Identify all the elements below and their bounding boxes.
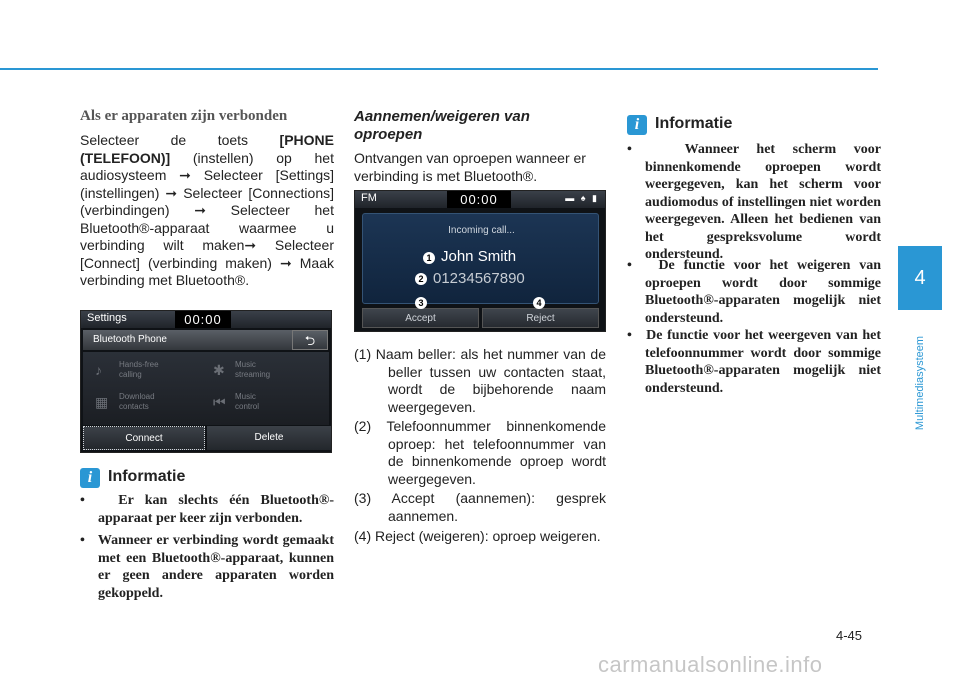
back-button[interactable]: ⮌ — [292, 330, 328, 350]
marker-1: 1 — [423, 252, 435, 264]
section-intro: Ontvangen van oproepen wanneer er verbinding is met Bluetooth®. — [354, 150, 586, 184]
info-bullet: • De functie voor het weergeven van het telefoonnummer wordt door sommige Bluetooth®-apparaten mogelijk niet ondersteund. — [627, 328, 881, 396]
marker-3: 3 — [415, 297, 427, 309]
info-box-left — [80, 468, 334, 490]
page-number: 4-45 — [836, 628, 863, 643]
marker-2: 2 — [415, 273, 427, 285]
status-icons: ▬ ♠ ▮ — [565, 193, 599, 203]
caller-name: John Smith — [441, 248, 517, 265]
bluetooth-phone-bar: Bluetooth Phone — [83, 330, 293, 350]
section-heading: Aannemen/weigeren van oproepen — [354, 108, 530, 143]
info-bullet: • De functie voor het weigeren van oproepen wordt door sommige Bluetooth®-apparaten mogelijk niet ondersteund. — [627, 258, 881, 326]
marker-4: 4 — [533, 297, 545, 309]
feature-music-streaming: Music streaming — [235, 360, 271, 379]
caller-number: 01234567890 — [433, 270, 525, 287]
list-item: (3) Accept (aannemen): gesprek aannemen. — [354, 490, 606, 524]
accept-button[interactable]: Accept — [362, 308, 479, 328]
section-subheading: Als er apparaten zijn verbonden — [80, 108, 288, 124]
info-bullet: • Wanneer er verbinding wordt gemaakt met een Bluetooth®-apparaat, kunnen er geen andere apparaten worden gekoppeld. — [80, 533, 335, 601]
screen-title: Settings — [87, 312, 127, 324]
connect-instruction: Selecteer de toets [PHONE (TELEFOON)] (instellen) op het audiosysteem ➞ Selecteer [Settings] (instellingen) ➞ Selecteer [Connections] (verbindingen) ➞ Selecteer het Bluetooth®-apparaat waarmee u verbinding wilt maken➞ Selecteer [Connect] (verbinding maken) ➞ Maak verbinding met Bluetooth®. — [80, 132, 334, 288]
call-info-area — [362, 213, 599, 304]
incoming-call-status: Incoming call... — [448, 225, 515, 236]
list-item: (1) Naam beller: als het nummer van de beller tussen uw contacten staat, wordt de bijbehorende naam weergegeven. — [354, 346, 606, 415]
screen-title: FM — [361, 192, 377, 204]
contacts-icon: ▦ — [95, 394, 109, 410]
info-bullet: • Wanneer het scherm voor binnenkomende oproepen wordt weergegeven, kan het scherm voor audiomodus of instellingen niet worden weergegeven. Alleen het bedienen van het gespreksvolume wordt ondersteund. — [627, 142, 882, 262]
watermark: carmanualsonline.info — [598, 652, 823, 677]
settings-screen — [80, 310, 332, 453]
reject-button[interactable]: Reject — [482, 308, 599, 328]
bluetooth-icon: ✱ — [213, 362, 225, 378]
incoming-call-screen — [354, 190, 606, 332]
hands-free-icon: ♪ — [95, 362, 102, 378]
feature-download-contacts: Download contacts — [119, 392, 155, 411]
connect-button[interactable]: Connect — [83, 426, 205, 450]
header-rule — [0, 68, 878, 70]
feature-panel — [83, 352, 329, 425]
info-icon: i — [627, 115, 647, 135]
list-item: (2) Telefoonnummer binnenkomende oproep: het telefoonnummer van de binnenkomende oproep wordt weergegeven. — [354, 418, 606, 487]
screen-clock: 00:00 — [447, 191, 511, 208]
chapter-title: Multimediasysteem — [914, 335, 926, 431]
info-title: Informatie — [108, 468, 186, 485]
phone-button-label: [PHONE (TELEFOON)] — [80, 132, 334, 166]
delete-button[interactable]: Delete — [207, 426, 331, 450]
feature-music-control: Music control — [235, 392, 260, 411]
screen-clock: 00:00 — [175, 311, 231, 328]
info-icon: i — [80, 468, 100, 488]
chapter-tab: 4 — [898, 246, 942, 310]
feature-hands-free: Hands-free calling — [119, 360, 159, 379]
music-control-icon: ⏮ — [213, 394, 226, 410]
info-bullet: • Er kan slechts één Bluetooth®-apparaat per keer zijn verbonden. — [80, 493, 334, 526]
list-item: (4) Reject (weigeren): oproep weigeren. — [354, 528, 601, 544]
info-box-right — [627, 115, 881, 137]
info-title: Informatie — [655, 115, 733, 132]
